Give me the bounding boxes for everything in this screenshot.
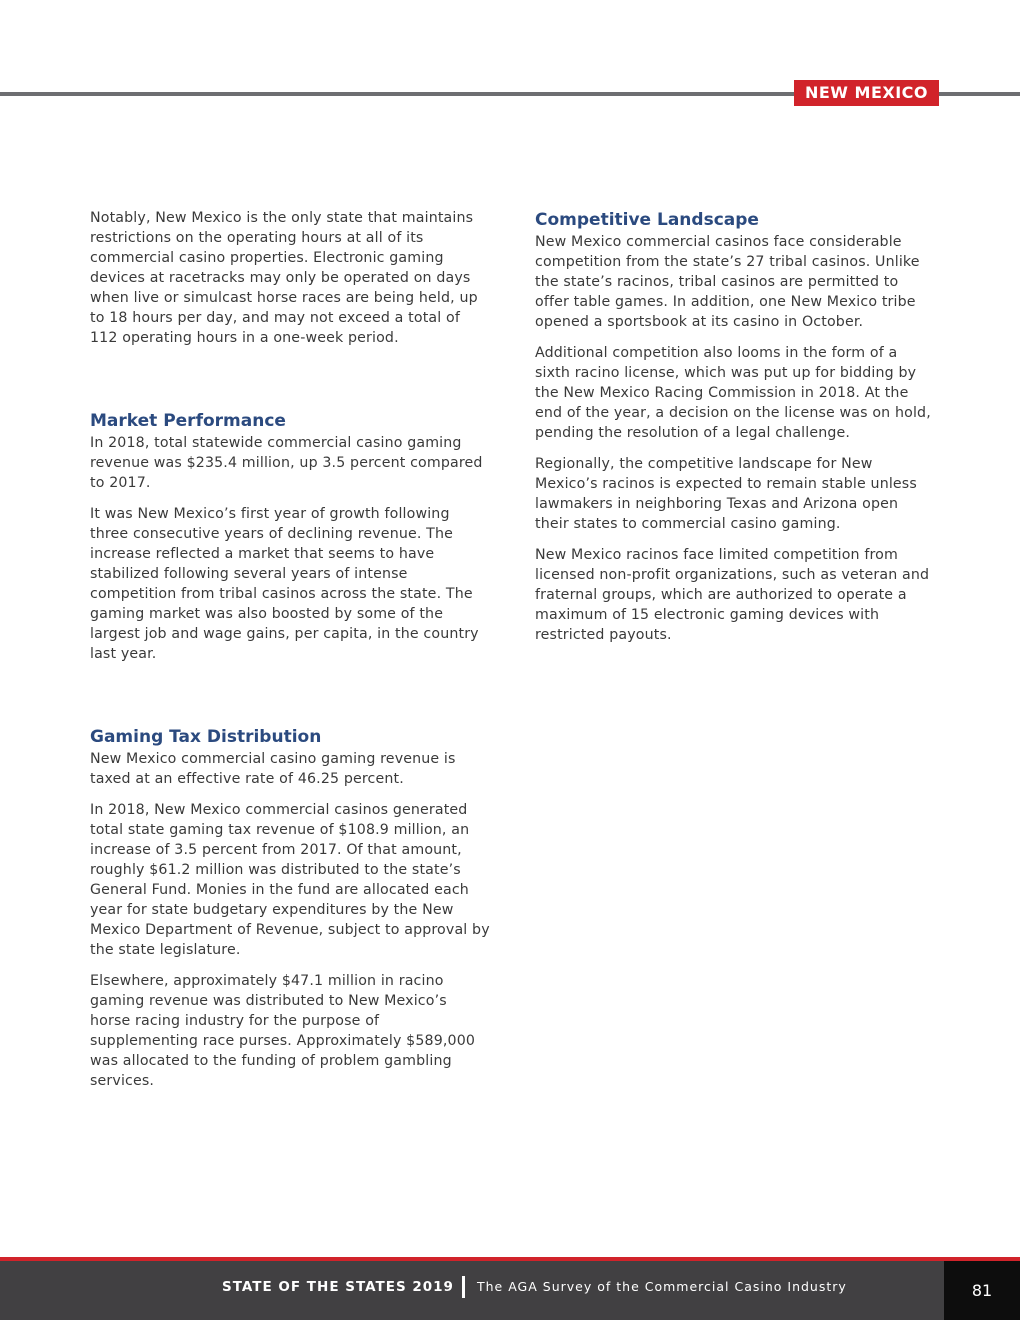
gaming-tax-section	[90, 725, 490, 1091]
footer-title: STATE OF THE STATES 2019	[222, 1279, 454, 1295]
right-column	[535, 208, 935, 656]
gaming-tax-paragraph-2: In 2018, New Mexico commercial casinos generated total state gaming tax revenue of $108.9 million, an increase of 3.5 percent from 2017. Of that amount, roughly $61.2 million was distributed to the state’s General Fund. Monies in the fund are allocated each year for state budgetary expenditures by the New Mexico Department of Revenue, subject to approval by the state legislature.	[90, 802, 490, 958]
market-performance-paragraph-2: It was New Mexico’s first year of growth following three consecutive years of declining revenue. The increase reflected a market that seems to have stabilized following several years of intense competition from tribal casinos across the state. The gaming market was also boosted by some of the largest job and wage gains, per capita, in the country last year.	[90, 506, 479, 662]
competitive-landscape-paragraph-4: New Mexico racinos face limited competition from licensed non-profit organizations, such as veteran and fraternal groups, which are authorized to operate a maximum of 15 electronic gaming devices with restricted payouts.	[535, 547, 930, 643]
left-column	[90, 208, 490, 1102]
gaming-tax-paragraph-1: New Mexico commercial casino gaming revenue is taxed at an effective rate of 46.25 percent.	[90, 751, 456, 787]
section-spacer	[90, 675, 490, 725]
footer-subtitle: The AGA Survey of the Commercial Casino Industry	[477, 1279, 847, 1294]
market-performance-section	[90, 409, 490, 664]
competitive-landscape-section	[535, 208, 935, 645]
competitive-landscape-paragraph-2: Additional competition also looms in the form of a sixth racino license, which was put up for bidding by the New Mexico Racing Commission in 2018. At the end of the year, a decision on the license was on hold, pending the resolution of a legal challenge.	[535, 345, 931, 441]
gaming-tax-heading: Gaming Tax Distribution	[90, 727, 322, 747]
competitive-landscape-heading: Competitive Landscape	[535, 210, 759, 230]
market-performance-paragraph-1: In 2018, total statewide commercial casino gaming revenue was $235.4 million, up 3.5 percent compared to 2017.	[90, 435, 483, 491]
competitive-landscape-paragraph-3: Regionally, the competitive landscape for New Mexico’s racinos is expected to remain stable unless lawmakers in neighboring Texas and Arizona open their states to commercial casino gaming.	[535, 456, 917, 532]
gaming-tax-paragraph-3: Elsewhere, approximately $47.1 million in racino gaming revenue was distributed to New Mexico’s horse racing industry for the purpose of supplementing race purses. Approximately $589,000 was allocated to the funding of problem gambling services.	[90, 973, 476, 1089]
section-spacer	[90, 359, 490, 409]
intro-paragraph: Notably, New Mexico is the only state that maintains restrictions on the operating hours at all of its commercial casino properties. Electronic gaming devices at racetracks may only be operated on days when live or simulcast horse races are being held, up to 18 hours per day, and may not exceed a total of 112 operating hours in a one-week period.	[90, 210, 478, 346]
competitive-landscape-paragraph-1: New Mexico commercial casinos face considerable competition from the state’s 27 tribal casinos. Unlike the state’s racinos, tribal casinos are permitted to offer table games. In addition, one New Mexico tribe opened a sportsbook at its casino in October.	[535, 234, 920, 330]
footer-divider	[462, 1276, 465, 1298]
state-tag: NEW MEXICO	[794, 80, 939, 106]
page-number: 81	[944, 1261, 1020, 1320]
market-performance-heading: Market Performance	[90, 411, 286, 431]
